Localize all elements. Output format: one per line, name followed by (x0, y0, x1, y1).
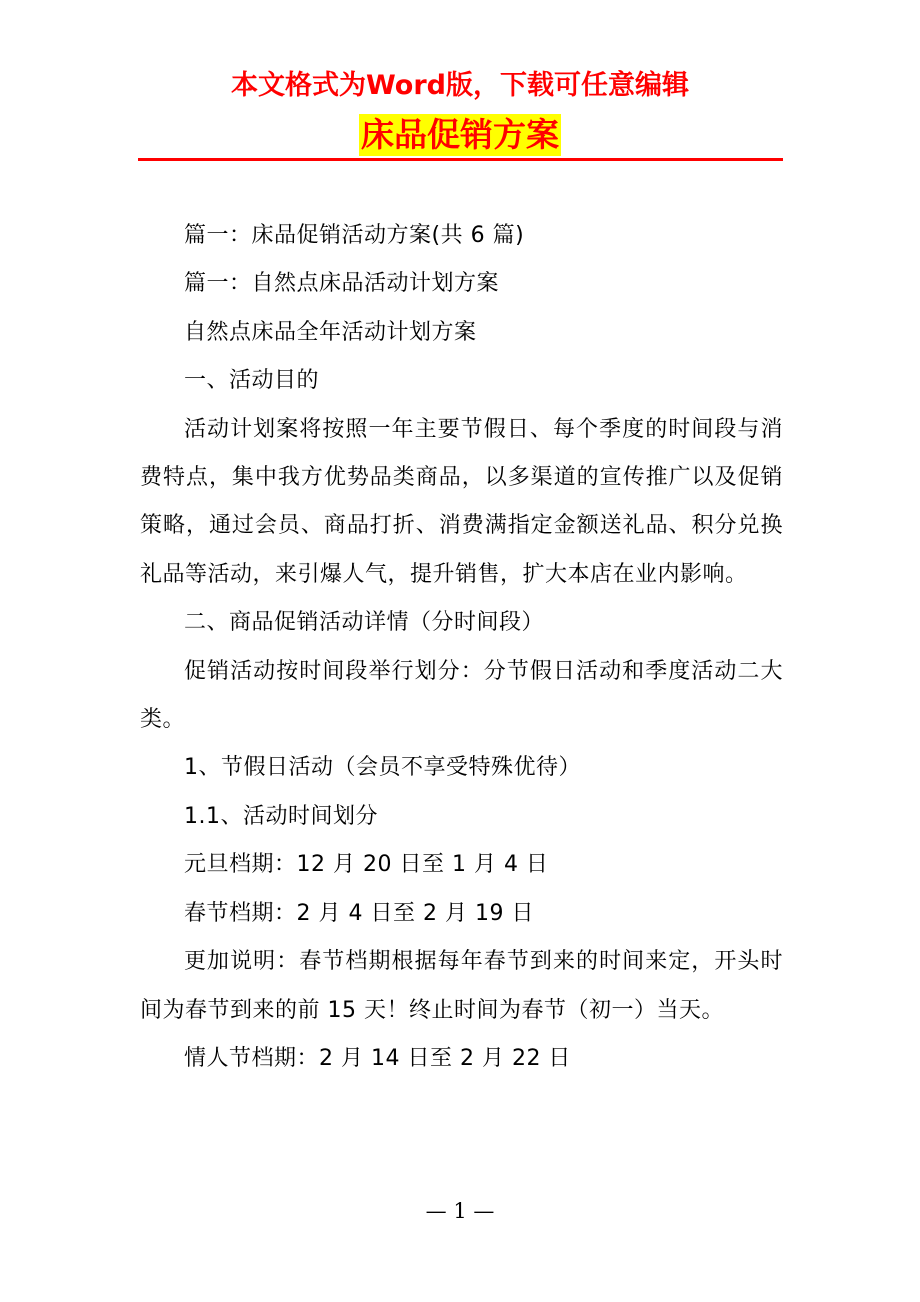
title-container (0, 114, 920, 156)
paragraph-spring-festival-period: 春节档期：2 月 4 日至 2 月 19 日 (184, 900, 534, 926)
paragraph-new-year-period: 元旦档期：12 月 20 日至 1 月 4 日 (184, 852, 549, 878)
paragraph-holiday-heading: 1、节假日活动（会员不享受特殊优待） (184, 755, 581, 781)
paragraph-time-division: 1.1、活动时间划分 (184, 803, 378, 829)
paragraph-valentines-period: 情人节档期：2 月 14 日至 2 月 22 日 (184, 1045, 571, 1071)
page-number: — 1 — (425, 1199, 495, 1223)
paragraph-section-1-heading: 一、活动目的 (184, 368, 320, 394)
paragraph-section-1-body: 活动计划案将按照一年主要节假日、每个季度的时间段与消费特点，集中我方优势品类商品，以多渠道的宣传推广以及促销策略，通过会员、商品打折、消费满指定金额送礼品、积分兑换礼品等活动，来引爆人气，提升销售，扩大本店在业内影响。 (140, 416, 783, 587)
document-title: 床品促销方案 (361, 115, 559, 154)
paragraph-section-2-heading: 二、商品促销活动详情（分时间段） (184, 610, 545, 636)
document-body (140, 212, 783, 1083)
paragraph-section-2-body: 促销活动按时间段举行划分：分节假日活动和季度活动二大类。 (140, 658, 783, 733)
download-banner: 本文格式为Word版，下载可任意编辑 (230, 70, 689, 101)
header-divider (138, 158, 783, 161)
paragraph-article-heading: 篇一：床品促销活动方案(共 6 篇) (184, 223, 525, 248)
paragraph-sub-heading: 篇一：自然点床品活动计划方案 (184, 271, 500, 297)
paragraph-note: 更加说明：春节档期根据每年春节到来的时间来定，开头时间为春节到来的前 15 天！终止时间为春节（初一）当天。 (140, 949, 783, 1023)
paragraph-plan-title: 自然点床品全年活动计划方案 (184, 319, 477, 345)
